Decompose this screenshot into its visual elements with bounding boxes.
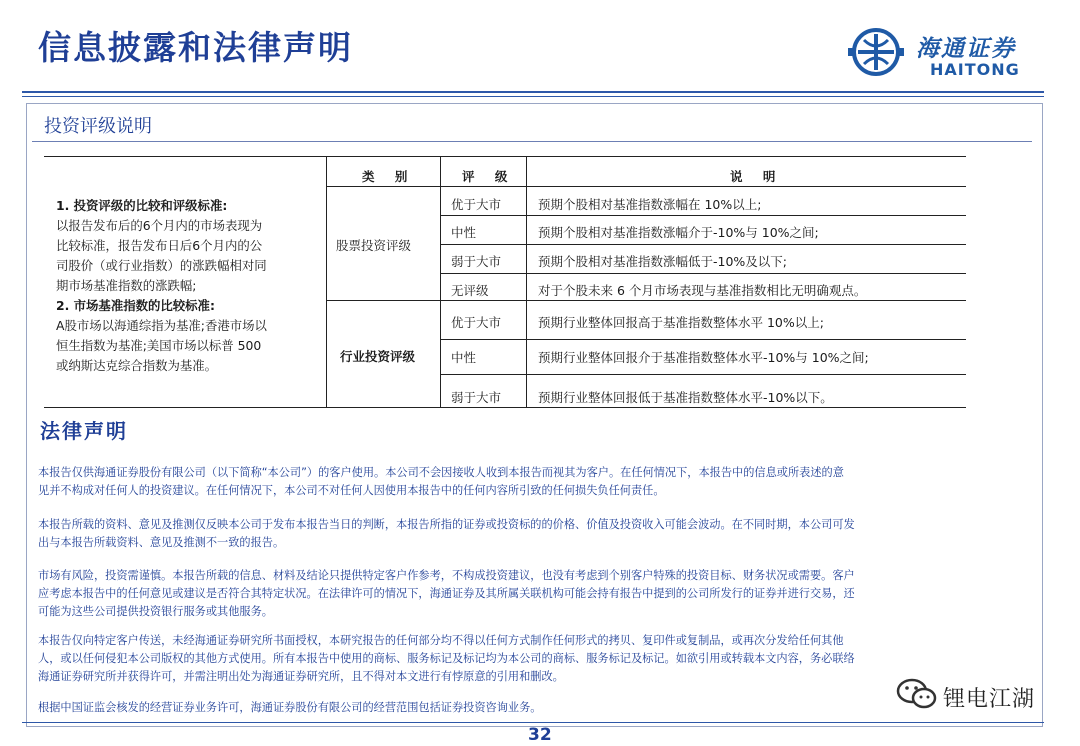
table-header-description: 说 明	[730, 169, 784, 184]
legal-line: 应考虑本报告中的任何意见或建议是否符合其特定状况。在法律许可的情况下，海通证券及其所属关联机构可能会持有报告中提到的公司所发行的证券并进行交易，还	[38, 587, 855, 600]
legal-paragraph	[38, 567, 1048, 621]
table-rating-cell: 弱于大市	[451, 254, 502, 269]
criteria-note-line: 司股价（或行业指数）的涨跌幅相对同	[56, 258, 267, 273]
logo-chinese-text: 海通证券	[916, 35, 1016, 62]
table-description-cell: 预期个股相对基准指数涨幅介于-10%与 10%之间;	[538, 225, 819, 240]
table-rating-cell: 中性	[451, 350, 477, 365]
table-row-divider	[440, 374, 966, 375]
rating-section-heading: 投资评级说明	[44, 116, 152, 137]
table-rating-cell: 中性	[451, 225, 477, 240]
haitong-emblem-icon	[846, 26, 908, 78]
legal-paragraph	[38, 516, 1048, 552]
table-column-divider	[440, 156, 441, 407]
header-divider-thin	[22, 96, 1044, 97]
page-title: 信息披露和法律声明	[38, 28, 353, 67]
table-bottom-rule	[44, 407, 966, 408]
legal-section-heading: 法律声明	[40, 419, 128, 443]
table-description-cell: 预期个股相对基准指数涨幅低于-10%及以下;	[538, 254, 788, 269]
criteria-note-line: 恒生指数为基准;美国市场以标普 500	[56, 338, 262, 353]
table-rating-cell: 优于大市	[451, 315, 502, 330]
legal-line: 见并不构成对任何人的投资建议。在任何情况下，本公司不对任何人因使用本报告中的任何内容所引致的任何损失负任何责任。	[38, 484, 665, 497]
header-divider	[22, 91, 1044, 93]
wechat-watermark	[895, 676, 1055, 716]
rating-heading-divider	[32, 141, 1032, 142]
wechat-icon	[895, 676, 939, 712]
criteria-note-line: 1. 投资评级的比较和评级标准:	[56, 198, 228, 213]
table-rating-cell: 无评级	[451, 283, 489, 298]
logo-english-text: HAITONG	[930, 60, 1020, 79]
legal-line: 出与本报告所载资料、意见及推测不一致的报告。	[38, 536, 285, 549]
legal-line: 人，或以任何侵犯本公司版权的其他方式使用。所有本报告中使用的商标、服务标记及标记均为本公司的商标、服务标记及标记。如欲引用或转载本文内容，务必联络	[38, 652, 855, 665]
watermark-text: 锂电江湖	[943, 687, 1036, 712]
table-column-divider	[526, 156, 527, 407]
table-description-cell: 预期行业整体回报介于基准指数整体水平-10%与 10%之间;	[538, 350, 869, 365]
haitong-logo	[846, 26, 1046, 82]
table-row-divider	[440, 215, 966, 216]
criteria-note-line: 期市场基准指数的涨跌幅;	[56, 278, 197, 293]
legal-line: 市场有风险，投资需谨慎。本报告所载的信息、材料及结论只提供特定客户作参考，不构成投资建议，也没有考虑到个别客户特殊的投资目标、财务状况或需要。客户	[38, 569, 855, 582]
criteria-note-line: 或纳斯达克综合指数为基准。	[56, 358, 218, 373]
legal-line: 本报告仅供海通证券股份有限公司（以下简称“本公司”）的客户使用。本公司不会因接收人收到本报告而视其为客户。在任何情况下，本报告中的信息或所表述的意	[38, 466, 844, 479]
table-row-divider	[440, 273, 966, 274]
table-header-category: 类 别	[362, 169, 416, 184]
industry-rating-category: 行业投资评级	[340, 349, 416, 364]
legal-line: 可能为这些公司提供投资银行服务或其他服务。	[38, 605, 273, 618]
criteria-note-line: 比较标准，报告发布日后6个月内的公	[56, 238, 263, 253]
table-header-rule	[326, 186, 966, 187]
legal-line: 根据中国证监会核发的经营证券业务许可，海通证券股份有限公司的经营范围包括证券投资咨询业务。	[38, 701, 542, 714]
legal-line: 本报告所载的资料、意见及推测仅反映本公司于发布本报告当日的判断，本报告所指的证券或投资标的的价格、价值及投资收入可能会波动。在不同时期，本公司可发	[38, 518, 855, 531]
table-description-cell: 预期个股相对基准指数涨幅在 10%以上;	[538, 197, 762, 212]
table-column-divider	[326, 156, 327, 407]
criteria-note-line: A股市场以海通综指为基准;香港市场以	[56, 318, 267, 333]
criteria-note-line: 以报告发布后的6个月内的市场表现为	[56, 218, 263, 233]
table-group-divider	[326, 300, 966, 301]
table-top-rule	[44, 156, 966, 157]
table-header-rating: 评 级	[462, 169, 516, 184]
table-rating-cell: 优于大市	[451, 197, 502, 212]
table-description-cell: 预期行业整体回报低于基准指数整体水平-10%以下。	[538, 390, 833, 405]
table-description-cell: 预期行业整体回报高于基准指数整体水平 10%以上;	[538, 315, 824, 330]
criteria-note-line: 2. 市场基准指数的比较标准:	[56, 298, 215, 313]
rating-criteria-notes	[56, 196, 326, 376]
table-row-divider	[440, 244, 966, 245]
page-number: 32	[528, 725, 552, 745]
footer-divider	[22, 722, 1044, 723]
table-row-divider	[440, 339, 966, 340]
legal-line: 海通证券研究所并获得许可，并需注明出处为海通证券研究所，且不得对本文进行有悖原意的引用和删改。	[38, 670, 564, 683]
table-rating-cell: 弱于大市	[451, 390, 502, 405]
legal-paragraph	[38, 464, 1048, 500]
table-description-cell: 对于个股未来 6 个月市场表现与基准指数相比无明确观点。	[538, 283, 867, 298]
legal-line: 本报告仅向特定客户传送，未经海通证券研究所书面授权，本研究报告的任何部分均不得以任何方式制作任何形式的拷贝、复印件或复制品，或再次分发给任何其他	[38, 634, 844, 647]
stock-rating-category: 股票投资评级	[336, 238, 412, 253]
